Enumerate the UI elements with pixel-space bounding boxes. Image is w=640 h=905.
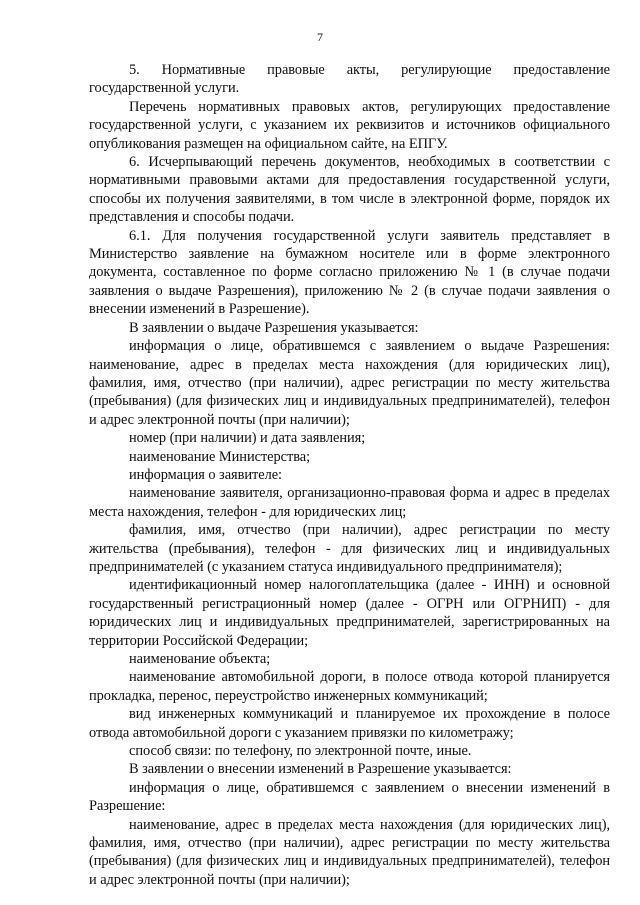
- paragraph-ministry-name: наименование Министерства;: [129, 448, 311, 465]
- paragraph-road-name: наименование автомобильной дороги, в полосе отвода которой планируется прокладка, перенос, переустройство инженерных коммуникаций;: [89, 669, 610, 704]
- paragraph-normative-acts-list: Перечень нормативных правовых актов, регулирующих предоставление государственной услуги, с указанием их реквизитов и источников официального опубликования размещен на официальном сайте, на ЕПГУ.: [89, 98, 610, 152]
- paragraph-issue-application-intro: В заявлении о выдаче Разрешения указывается:: [129, 319, 419, 336]
- paragraph-object-name: наименование объекта;: [129, 651, 271, 667]
- paragraph-utilities-type: вид инженерных коммуникаций и планируемое их прохождение в полосе отвода автомобильной дороги с указанием привязки по километражу;: [89, 706, 610, 741]
- paragraph-amendment-applicant-details: наименование, адрес в пределах места нахождения (для юридических лиц), фамилия, имя, отчество (при наличии), адрес регистрации по месту жительства (пребывания) (для физических лиц и индивидуальных предпринимателей), телефон и адрес электронной почты (при наличии);: [89, 816, 610, 888]
- paragraph-amendment-applicant-info: информация о лице, обратившемся с заявлением о внесении изменений в Разрешение:: [89, 779, 610, 815]
- paragraph-applicant-info: информация о лице, обратившемся с заявлением о выдаче Разрешения: наименование, адрес в пределах места нахождения (для юридических лиц), фамилия, имя, отчество (при наличии), адрес регистрации по месту жительства (пребывания) (для физических лиц и индивидуальных предпринимателей), телефон и адрес электронной почты (при наличии);: [89, 338, 610, 428]
- paragraph-applicant-info-heading: информация о заявителе:: [129, 466, 282, 483]
- page-number: 7: [317, 30, 323, 44]
- paragraph-amendment-application-intro: В заявлении о внесении изменений в Разрешение указывается:: [129, 761, 512, 778]
- paragraph-legal-entity-info: наименование заявителя, организационно-правовая форма и адрес в пределах места нахождения, телефон - для юридических лиц;: [89, 485, 610, 520]
- paragraph-inn-ogrn: идентификационный номер налогоплательщика (далее - ИНН) и основной государственный регистрационный номер (далее - ОГРН или ОГРНИП) - для юридических лиц и индивидуальных предпринимателей, зарегистрированных на территории Российской Федерации;: [89, 577, 610, 649]
- paragraph-application-number-date: номер (при наличии) и дата заявления;: [129, 430, 366, 447]
- paragraph-5-heading: 5. Нормативные правовые акты, регулирующие предоставление государственной услуги.: [89, 62, 610, 97]
- paragraph-individual-info: фамилия, имя, отчество (при наличии), адрес регистрации по месту жительства (пребывания), телефон - для физических лиц и индивидуальных предпринимателей (с указанием статуса индивидуального предпринимателя);: [89, 522, 610, 575]
- document-body: [89, 61, 610, 889]
- paragraph-6-heading: 6. Исчерпывающий перечень документов, необходимых в соответствии с нормативными правовыми актами для предоставления государственной услуги, способы их получения заявителями, в том числе в электронной форме, порядок их представления и способы подачи.: [89, 154, 610, 226]
- paragraph-6-1: 6.1. Для получения государственной услуги заявитель представляет в Министерство заявление на бумажном носителе или в форме электронного документа, составленное по форме согласно приложению № 1 (в случае подачи заявления о выдаче Разрешения), приложению № 2 (в случае подачи заявления о внесении изменений в Разрешение).: [89, 227, 610, 318]
- paragraph-contact-method: способ связи: по телефону, по электронной почте, иные.: [129, 743, 472, 760]
